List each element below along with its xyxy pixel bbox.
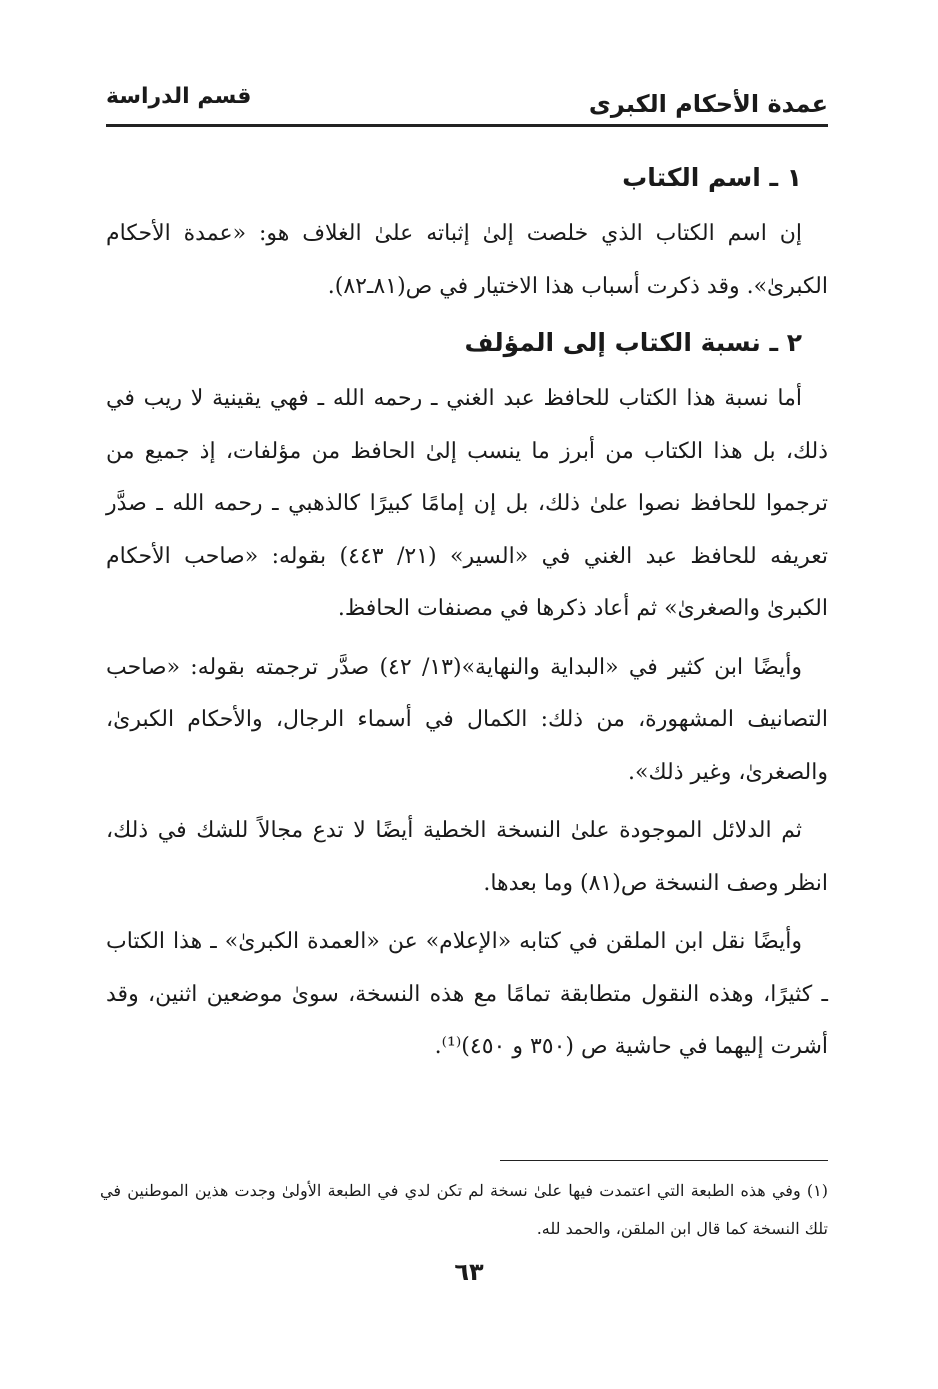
paragraph-attribution-3: ثم الدلائل الموجودة علىٰ النسخة الخطية أيضًا لا تدع مجالاً للشك في ذلك، انظر وصف النسخة ص(٨١) وما بعدها.	[106, 818, 828, 896]
footnote-divider	[500, 1160, 828, 1161]
footnotes	[100, 1172, 828, 1248]
running-header	[106, 78, 828, 127]
paragraph-attribution-4: وأيضًا نقل ابن الملقن في كتابه «الإعلام» عن «العمدة الكبرىٰ» ـ هذا الكتاب ـ كثيرًا، وهذه النقول متطابقة تمامًا مع هذه النسخة، سوىٰ موضعين اثنين، وقد أشرت إليهما في حاشية ص (٣٥٠ و ٤٥٠)⁽¹⁾.	[106, 929, 828, 1059]
paragraph-attribution-1: أما نسبة هذا الكتاب للحافظ عبد الغني ـ رحمه الله ـ فهي يقينية لا ريب في ذلك، بل هذا الكتاب من أبرز ما ينسب إلىٰ الحافظ من مؤلفات، إذ جميع من ترجموا للحافظ نصوا علىٰ ذلك، بل إن إمامًا كبيرًا كالذهبي ـ رحمه الله ـ صدَّر تعريفه للحافظ عبد الغني في «السير» (٢١/ ٤٤٣) بقوله: «صاحب الأحكام الكبرىٰ والصغرىٰ» ثم أعاد ذكرها في مصنفات الحافظ.	[106, 386, 829, 621]
main-text	[106, 148, 828, 1074]
section-heading-book-name: ١ ـ اسم الكتاب	[622, 163, 802, 192]
paragraph-book-name: إن اسم الكتاب الذي خلصت إلىٰ إثباته علىٰ الغلاف هو: «عمدة الأحكام الكبرىٰ». وقد ذكرت أسباب هذا الاختيار في ص(٨١ـ٨٢).	[106, 221, 828, 299]
paragraph-attribution-2: وأيضًا ابن كثير في «البداية والنهاية»(١٣/ ٤٢) صدَّر ترجمته بقوله: «صاحب التصانيف المشهورة، من ذلك: الكمال في أسماء الرجال، والأحكام الكبرىٰ، والصغرىٰ، وغير ذلك».	[106, 654, 828, 785]
page-number: ٦٣	[454, 1258, 484, 1286]
book-title: عمدة الأحكام الكبرى	[588, 90, 828, 118]
section-heading-attribution: ٢ ـ نسبة الكتاب إلى المؤلف	[464, 328, 802, 357]
section-title: قسم الدراسة	[106, 84, 252, 109]
footnote-1: (١) وفي هذه الطبعة التي اعتمدت فيها علىٰ نسخة لم تكن لدي في الطبعة الأولىٰ وجدت هذين الموطنين في تلك النسخة كما قال ابن الملقن، والحمد لله.	[100, 1181, 828, 1238]
